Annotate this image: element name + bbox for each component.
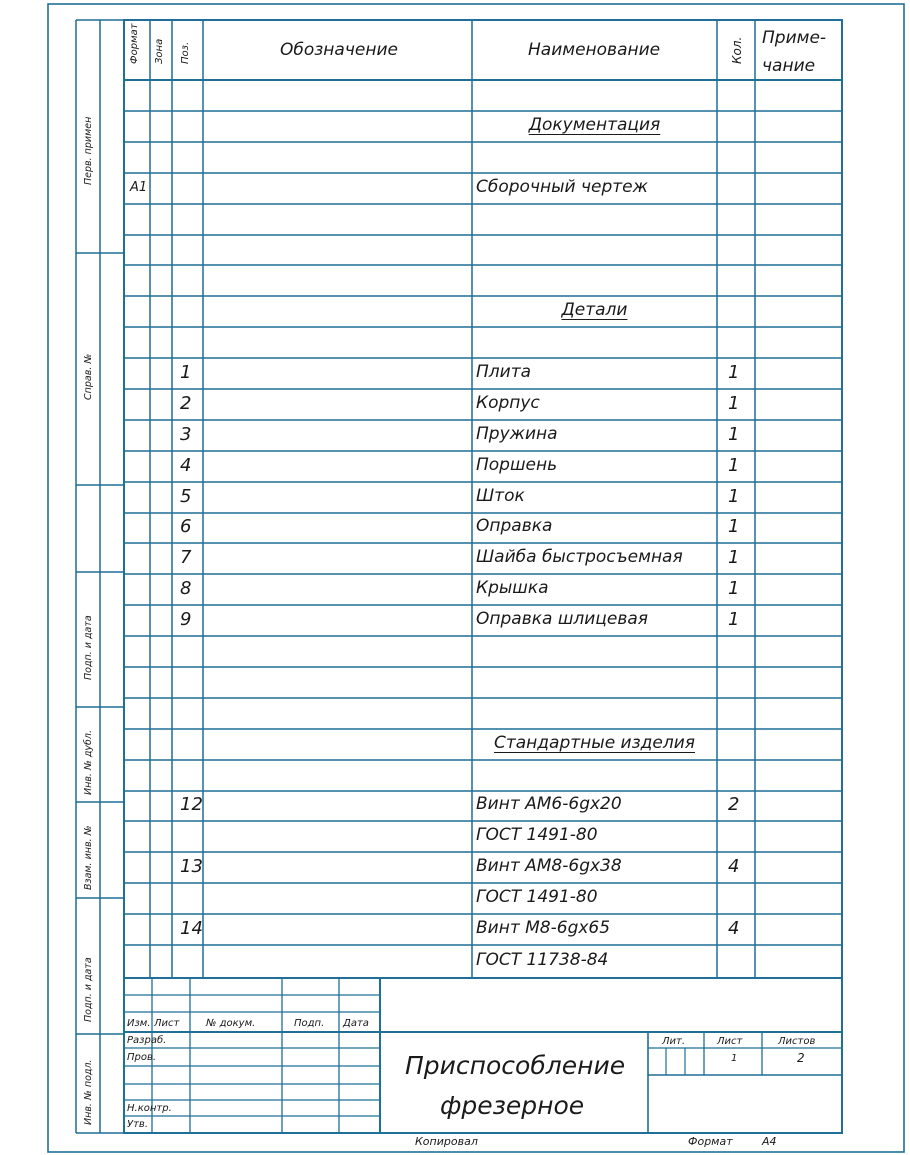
- row-name: Винт АМ8-6gx38: [476, 855, 622, 876]
- header-format: Формат: [129, 23, 140, 64]
- side-label-podp-data-2: Подп. и дата: [83, 957, 94, 1022]
- header-name: Наименование: [528, 40, 661, 60]
- row-quantity: 4: [728, 855, 740, 877]
- row-quantity: 2: [728, 794, 740, 815]
- tb-col-izm: Изм.: [127, 1018, 151, 1029]
- row-name: Винт М8-6gx65: [476, 917, 611, 938]
- row-position: 14: [180, 917, 203, 939]
- row-quantity: 1: [728, 546, 740, 568]
- tb-utv: Утв.: [127, 1119, 148, 1130]
- row-position: 4: [180, 454, 192, 476]
- row-name: Поршень: [476, 454, 558, 475]
- header-pos: Поз.: [180, 41, 191, 64]
- tb-razrab: Разраб.: [127, 1035, 167, 1046]
- header-qty: Кол.: [730, 36, 744, 64]
- row-position: 1: [180, 361, 192, 383]
- row-quantity: 1: [728, 361, 740, 383]
- tb-sheets-label: Листов: [778, 1036, 816, 1047]
- row-quantity: 1: [728, 608, 740, 630]
- row-name: Оправка: [476, 516, 553, 536]
- tb-sheet-label: Лист: [717, 1036, 743, 1047]
- footer-format-value: А4: [762, 1135, 777, 1148]
- tb-col-list: Лист: [154, 1018, 180, 1029]
- tb-lit-label: Лит.: [662, 1036, 686, 1047]
- section-heading: Стандартные изделия: [493, 732, 695, 753]
- row-quantity: 1: [728, 516, 740, 537]
- row-quantity: 4: [728, 917, 740, 939]
- header-note-line2: чание: [762, 56, 816, 76]
- row-position: 2: [180, 392, 192, 414]
- footer-format-label: Формат: [688, 1135, 733, 1148]
- drawing-title-line2: фрезерное: [440, 1091, 585, 1120]
- drawing-title-line1: Приспособление: [405, 1051, 626, 1080]
- row-name: Крышка: [476, 577, 549, 598]
- row-name: Корпус: [476, 392, 540, 413]
- tb-sheets-value: 2: [797, 1051, 805, 1065]
- row-name: Пружина: [476, 423, 558, 444]
- row-position: 12: [180, 794, 203, 815]
- tb-prov: Пров.: [127, 1052, 157, 1063]
- header-note-line1: Приме-: [762, 28, 827, 48]
- row-name: ГОСТ 11738-84: [476, 949, 609, 970]
- section-heading: Документация: [528, 114, 661, 135]
- footer-copied: Копировал: [415, 1135, 478, 1148]
- row-quantity: 1: [728, 485, 740, 507]
- side-label-vzam-inv: Взам. инв. №: [83, 825, 94, 890]
- row-position: 3: [180, 423, 192, 445]
- row-name: Винт АМ6-6gx20: [476, 794, 622, 814]
- row-name: Шайба быстросъемная: [476, 546, 683, 567]
- side-label-podp-data-1: Подп. и дата: [83, 615, 94, 680]
- tb-nkontr: Н.контр.: [127, 1103, 172, 1114]
- header-designation: Обозначение: [280, 40, 398, 60]
- tb-col-doc: № докум.: [206, 1018, 256, 1029]
- header-zone: Зона: [154, 38, 165, 64]
- row-name: Оправка шлицевая: [476, 608, 648, 629]
- row-format: А1: [130, 179, 148, 195]
- row-quantity: 1: [728, 423, 740, 445]
- row-name: Сборочный чертеж: [476, 176, 648, 197]
- row-quantity: 1: [728, 577, 740, 599]
- row-quantity: 1: [728, 392, 740, 414]
- row-name: ГОСТ 1491-80: [476, 824, 598, 845]
- row-position: 6: [180, 516, 192, 537]
- tb-col-podp: Подп.: [294, 1018, 325, 1029]
- side-label-inv-podl: Инв. № подл.: [83, 1059, 94, 1125]
- tb-col-data: Дата: [343, 1018, 369, 1029]
- row-position: 8: [180, 577, 192, 599]
- row-name: Шток: [476, 485, 525, 506]
- row-name: Плита: [476, 361, 532, 382]
- side-label-sprav-no: Справ. №: [83, 353, 94, 400]
- row-name: ГОСТ 1491-80: [476, 886, 598, 907]
- row-position: 9: [180, 608, 192, 630]
- row-position: 7: [180, 546, 192, 568]
- side-label-perv-primen: Перв. примен: [83, 116, 94, 185]
- side-label-inv-dubl: Инв. № дубл.: [83, 730, 94, 795]
- row-position: 5: [180, 485, 192, 507]
- section-heading: Детали: [561, 299, 628, 320]
- row-position: 13: [180, 855, 203, 877]
- row-quantity: 1: [728, 454, 740, 476]
- tb-sheet-value: 1: [731, 1053, 738, 1064]
